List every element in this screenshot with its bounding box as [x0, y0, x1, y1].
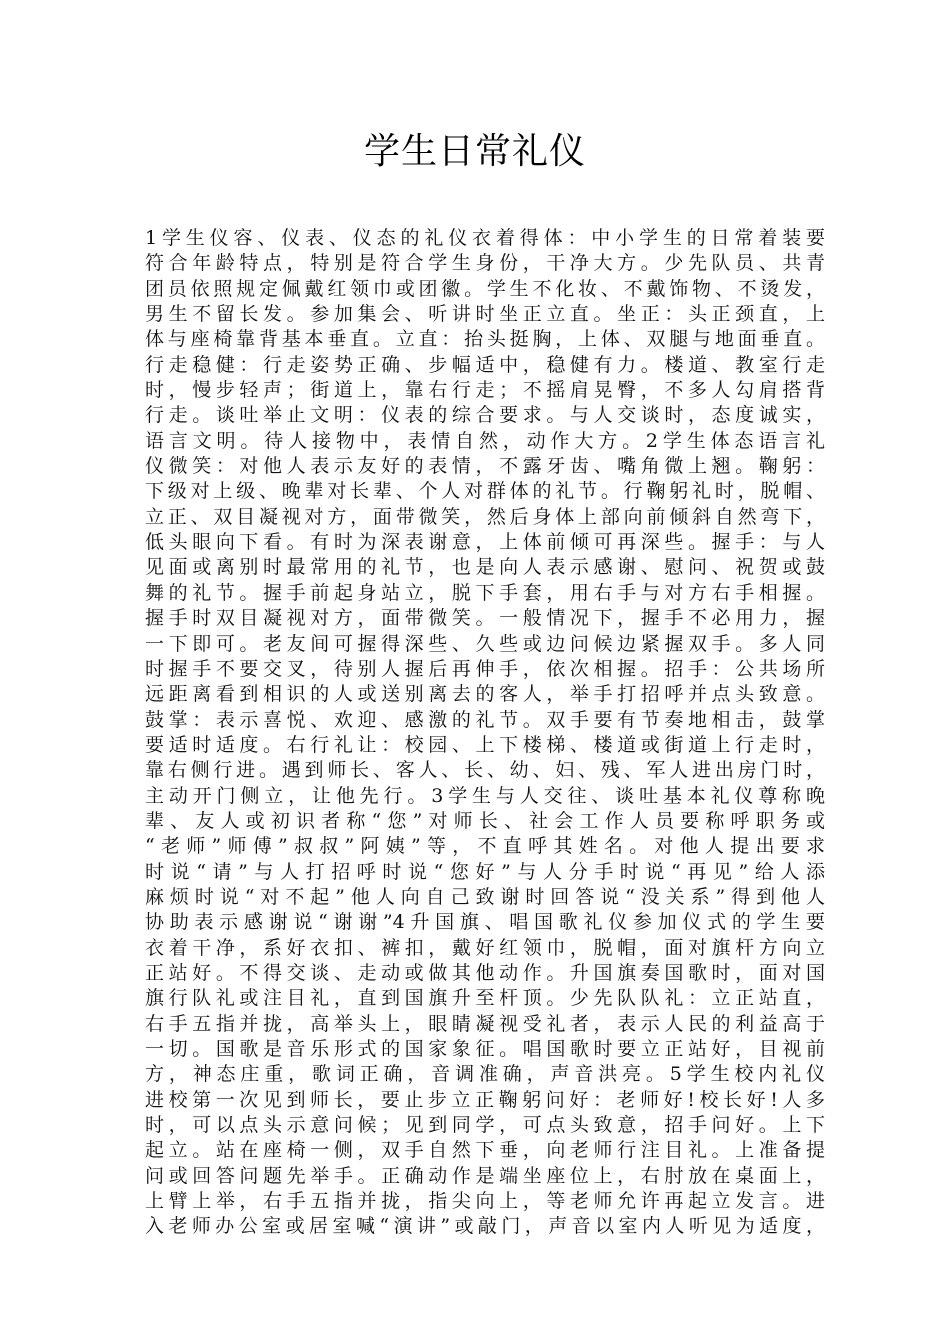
body-line: 低头眼向下看。有时为深表谢意，上体前倾可再深些。握手：与人 [145, 531, 825, 554]
body-line: 进校第一次见到师长，要止步立正鞠躬问好：老师好!校长好!人多 [145, 1088, 825, 1111]
body-line: 时说“请”与人打招呼时说“您好”与人分手时说“再见”给人添 [145, 860, 825, 883]
body-line: 见面或离别时最常用的礼节，也是向人表示感谢、慰问、祝贺或鼓 [145, 556, 825, 579]
body-line: 入老师办公室或居室喊“演讲”或敲门，声音以室内人听见为适度， [145, 1215, 825, 1238]
body-line: 握手时双目凝视对方，面带微笑。一般情况下，握手不必用力，握 [145, 607, 825, 630]
body-line: 一下即可。老友间可握得深些、久些或边问候边紧握双手。多人同 [145, 632, 825, 655]
document-body [145, 226, 825, 1240]
body-line: 上臂上举，右手五指并拢，指尖向上，等老师允许再起立发言。进 [145, 1190, 825, 1213]
body-line: 符合年龄特点，特别是符合学生身份，干净大方。少先队员、共青 [145, 252, 825, 275]
body-line: 辈、友人或初识者称“您”对师长、社会工作人员要称呼职务或 [145, 809, 825, 832]
body-line: 右手五指并拢，高举头上，眼睛凝视受礼者，表示人民的利益高于 [145, 1012, 825, 1035]
body-line: 立正、双目凝视对方，面带微笑，然后身体上部向前倾斜自然弯下， [145, 505, 825, 528]
body-line: 问或回答问题先举手。正确动作是端坐座位上，右肘放在桌面上， [145, 1164, 825, 1187]
body-line: 下级对上级、晚辈对长辈、个人对群体的礼节。行鞠躬礼时，脱帽、 [145, 480, 825, 503]
body-line: 鼓掌：表示喜悦、欢迎、感激的礼节。双手要有节奏地相击，鼓掌 [145, 708, 825, 731]
body-line: 主动开门侧立，让他先行。3学生与人交往、谈吐基本礼仪尊称晚 [145, 784, 825, 807]
body-line: 正站好。不得交谈、走动或做其他动作。升国旗奏国歌时，面对国 [145, 961, 825, 984]
body-line: 语言文明。待人接物中，表情自然，动作大方。2学生体态语言礼 [145, 429, 825, 452]
body-line: 远距离看到相识的人或送别离去的客人，举手打招呼并点头致意。 [145, 683, 825, 706]
body-line: 方，神态庄重，歌词正确，音调准确，声音洪亮。5学生校内礼仪 [145, 1063, 825, 1086]
body-line: 衣着干净，系好衣扣、裤扣，戴好红领巾，脱帽，面对旗杆方向立 [145, 936, 825, 959]
body-line: 一切。国歌是音乐形式的国家象征。唱国歌时要立正站好，目视前 [145, 1038, 825, 1060]
body-line: 旗行队礼或注目礼，直到国旗升至杆顶。少先队队礼：立正站直， [145, 987, 825, 1010]
body-line: 舞的礼节。握手前起身站立，脱下手套，用右手与对方右手相握。 [145, 581, 825, 604]
body-line: 仪微笑：对他人表示友好的表情，不露牙齿、嘴角微上翘。鞠躬： [145, 455, 825, 478]
body-line: 靠右侧行进。遇到师长、客人、长、幼、妇、残、军人进出房门时， [145, 759, 825, 782]
body-line: 时握手不要交叉，待别人握后再伸手，依次相握。招手：公共场所 [145, 657, 825, 680]
body-line: 麻烦时说“对不起”他人向自己致谢时回答说“没关系”得到他人 [145, 885, 825, 908]
body-line: 行走稳健：行走姿势正确、步幅适中，稳健有力。楼道、教室行走 [145, 353, 825, 376]
body-line: “老师”师傅”叔叔”阿姨”等，不直呼其姓名。对他人提出要求 [145, 835, 825, 858]
body-line: 男生不留长发。参加集会、听讲时坐正立直。坐正：头正颈直，上 [145, 303, 825, 326]
body-line: 时，可以点头示意问候；见到同学，可点头致意，招手问好。上下 [145, 1114, 825, 1137]
body-line: 1学生仪容、仪表、仪态的礼仪衣着得体：中小学生的日常着装要 [145, 227, 825, 249]
body-line: 行走。谈吐举止文明：仪表的综合要求。与人交谈时，态度诚实， [145, 404, 825, 427]
body-line: 要适时适度。右行礼让：校园、上下楼梯、楼道或街道上行走时， [145, 733, 825, 756]
body-line: 体与座椅靠背基本垂直。立直：抬头挺胸，上体、双腿与地面垂直。 [145, 328, 825, 351]
body-line: 协助表示感谢说“谢谢”4升国旗、唱国歌礼仪参加仪式的学生要 [145, 911, 825, 934]
document-title: 学生日常礼仪 [363, 131, 586, 172]
body-line: 起立。站在座椅一侧，双手自然下垂，向老师行注目礼。上准备提 [145, 1139, 825, 1162]
body-line: 时，慢步轻声；街道上，靠右行走；不摇肩晃臀，不多人勾肩搭背 [145, 379, 825, 402]
body-line: 团员依照规定佩戴红领巾或团徽。学生不化妆、不戴饰物、不烫发， [145, 277, 825, 300]
